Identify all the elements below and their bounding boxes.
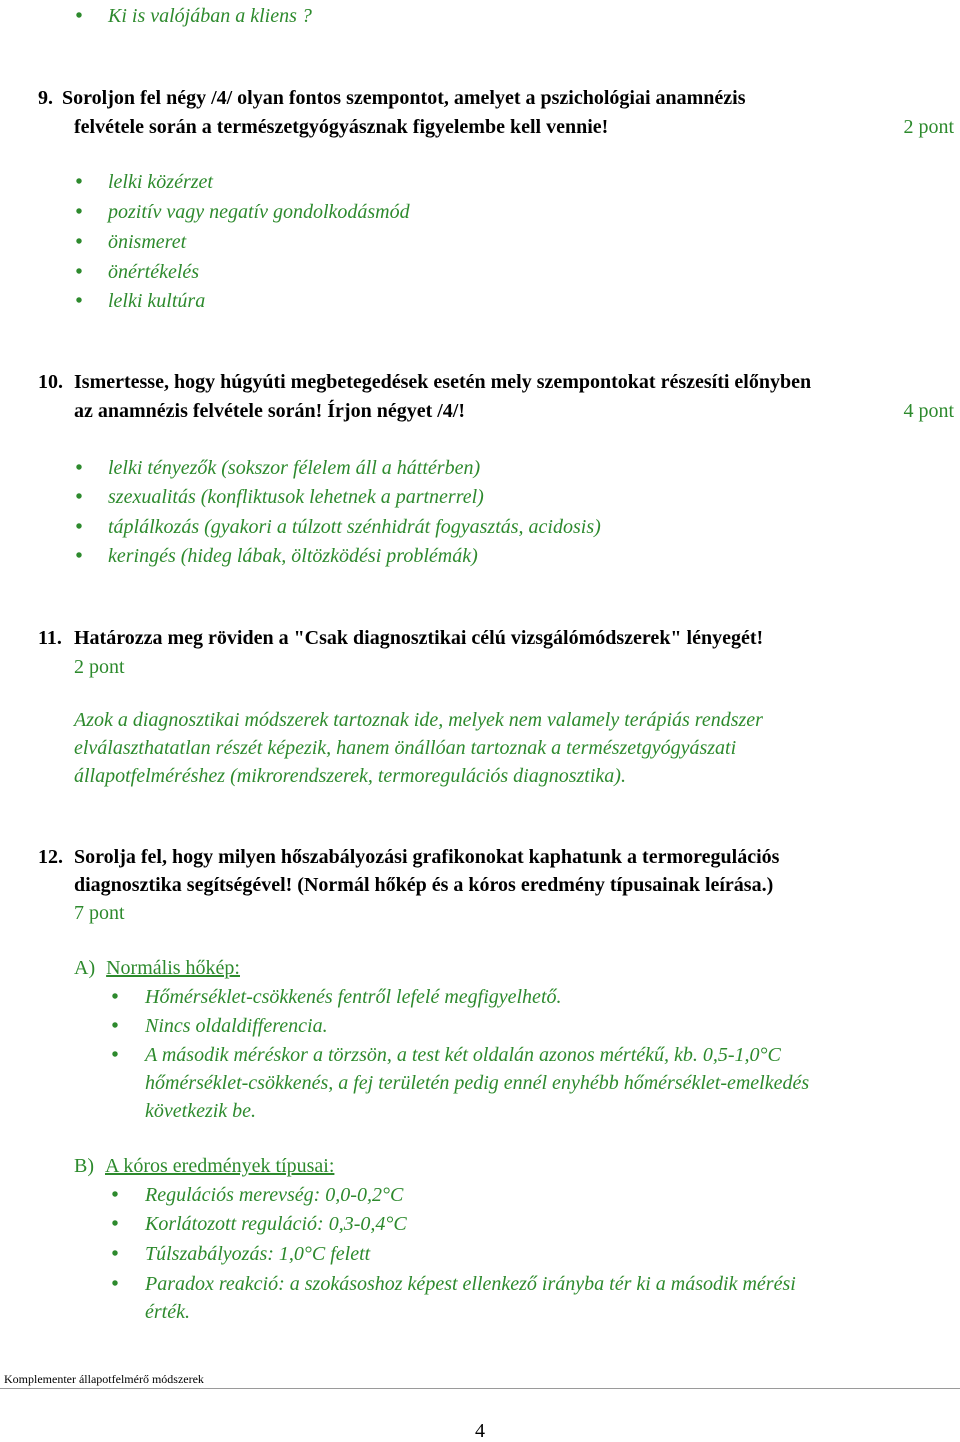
question-text-line: az anamnézis felvétele során! Írjon négyet /4/! bbox=[74, 400, 466, 422]
section-title: A kóros eredmények típusai: bbox=[105, 1155, 335, 1177]
bullet-icon: • bbox=[75, 171, 83, 193]
footer-label: Komplementer állapotfelmérő módszerek bbox=[4, 1372, 204, 1386]
question-text-line: Sorolja fel, hogy milyen hőszabályozási grafikonokat kaphatunk a termoregulációs bbox=[74, 846, 780, 868]
footer-divider bbox=[0, 1388, 960, 1389]
answer-text: A második méréskor a törzsön, a test két oldalán azonos mértékű, kb. 0,5-1,0°C bbox=[145, 1044, 781, 1066]
points-label: 2 pont bbox=[903, 116, 954, 138]
top-item-text: Ki is valójában a kliens ? bbox=[108, 5, 312, 27]
bullet-icon: • bbox=[75, 261, 83, 283]
section-letter: A) bbox=[74, 957, 96, 979]
answer-text: érték. bbox=[145, 1301, 190, 1323]
answer-text: Nincs oldaldifferencia. bbox=[145, 1015, 328, 1037]
question-text-line: felvétele során a természetgyógyásznak figyelembe kell vennie! bbox=[74, 116, 609, 138]
answer-text: önértékelés bbox=[108, 261, 200, 283]
answer-text: Hőmérséklet-csökkenés fentről lefelé megfigyelhető. bbox=[145, 986, 562, 1008]
bullet-icon: • bbox=[75, 486, 83, 508]
answer-text: táplálkozás (gyakori a túlzott szénhidrát fogyasztás, acidosis) bbox=[108, 516, 601, 538]
answer-line: elválaszthatatlan részét képezik, hanem önállóan tartoznak a természetgyógyászati bbox=[74, 737, 737, 759]
bullet-icon: • bbox=[75, 290, 83, 312]
answer-text: önismeret bbox=[108, 231, 187, 253]
question-text-line: Soroljon fel négy /4/ olyan fontos szempontot, amelyet a pszichológiai anamnézis bbox=[62, 87, 746, 109]
page-number: 4 bbox=[475, 1420, 485, 1442]
points-label: 4 pont bbox=[903, 400, 954, 422]
bullet-icon: • bbox=[75, 5, 83, 27]
points-label: 7 pont bbox=[74, 902, 125, 924]
bullet-icon: • bbox=[111, 986, 119, 1008]
bullet-icon: • bbox=[111, 1184, 119, 1206]
bullet-icon: • bbox=[75, 516, 83, 538]
question-number: 9. bbox=[38, 87, 53, 109]
answer-line: állapotfelméréshez (mikrorendszerek, termoregulációs diagnosztika). bbox=[74, 765, 626, 787]
answer-text: lelki tényezők (sokszor félelem áll a háttérben) bbox=[108, 457, 481, 479]
answer-text: lelki kultúra bbox=[108, 290, 206, 312]
answer-text: következik be. bbox=[145, 1100, 257, 1122]
question-text-line: Ismertesse, hogy húgyúti megbetegedések esetén mely szempontokat részesíti előnyben bbox=[74, 371, 812, 393]
section-title: Normális hőkép: bbox=[106, 957, 240, 979]
answer-text: Korlátozott reguláció: 0,3-0,4°C bbox=[145, 1213, 407, 1235]
question-text-line: diagnosztika segítségével! (Normál hőkép és a kóros eredmény típusainak leírása.) bbox=[74, 874, 774, 896]
answer-text: Regulációs merevség: 0,0-0,2°C bbox=[145, 1184, 404, 1206]
question-number: 12. bbox=[38, 846, 63, 868]
points-label: 2 pont bbox=[74, 656, 125, 678]
answer-text: hőmérséklet-csökkenés, a fej területén pedig ennél enyhébb hőmérséklet-emelkedés bbox=[145, 1072, 810, 1094]
bullet-icon: • bbox=[111, 1015, 119, 1037]
bullet-icon: • bbox=[111, 1243, 119, 1265]
answer-text: pozitív vagy negatív gondolkodásmód bbox=[108, 201, 410, 223]
question-number: 10. bbox=[38, 371, 63, 393]
answer-text: keringés (hideg lábak, öltözködési problémák) bbox=[108, 545, 478, 567]
answer-text: Paradox reakció: a szokásoshoz képest ellenkező irányba tér ki a második mérési bbox=[145, 1273, 796, 1295]
question-number: 11. bbox=[38, 627, 62, 649]
bullet-icon: • bbox=[75, 201, 83, 223]
bullet-icon: • bbox=[111, 1044, 119, 1066]
answer-line: Azok a diagnosztikai módszerek tartoznak ide, melyek nem valamely terápiás rendszer bbox=[74, 709, 763, 731]
bullet-icon: • bbox=[111, 1213, 119, 1235]
answer-text: lelki közérzet bbox=[108, 171, 213, 193]
bullet-icon: • bbox=[75, 545, 83, 567]
section-letter: B) bbox=[74, 1155, 94, 1177]
bullet-icon: • bbox=[111, 1273, 119, 1295]
answer-text: szexualitás (konfliktusok lehetnek a partnerrel) bbox=[108, 486, 484, 508]
bullet-icon: • bbox=[75, 457, 83, 479]
answer-text: Túlszabályozás: 1,0°C felett bbox=[145, 1243, 371, 1265]
bullet-icon: • bbox=[75, 231, 83, 253]
question-text-line: Határozza meg röviden a "Csak diagnosztikai célú vizsgálómódszerek" lényegét! bbox=[74, 627, 764, 649]
